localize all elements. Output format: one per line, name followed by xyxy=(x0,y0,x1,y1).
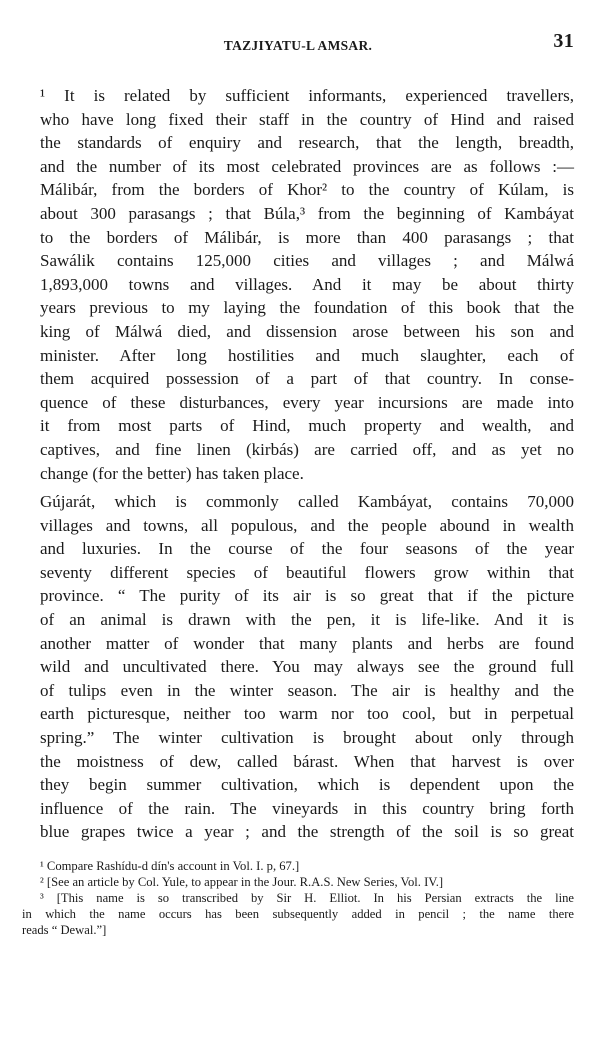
text-line: Sawálik contains 125,000 cities and villages ; and Málwá xyxy=(40,251,574,271)
text-line: quence of these disturbances, every year incursions are made into xyxy=(40,392,574,412)
text-line: influence of the rain. The vineyards in this country bring forth xyxy=(40,798,574,818)
paragraph xyxy=(22,490,574,844)
text-line: ¹ It is related by sufficient informants, experienced travellers, xyxy=(40,86,574,105)
text-line: province. “ The purity of its air is so great that if the picture xyxy=(40,586,574,606)
footnote-line: ³ [This name is so transcribed by Sir H. Elliot. In his Persian extracts the line xyxy=(40,891,574,905)
footnote-line: reads “ Dewal.”] xyxy=(22,923,107,937)
text-line: minister. After long hostilities and much slaughter, each of xyxy=(40,345,574,365)
text-line: they begin summer cultivation, which is dependent upon the xyxy=(40,775,574,795)
text-line: to the borders of Málibár, is more than 400 parasangs ; that xyxy=(40,227,574,247)
text-line: wild and uncultivated there. You may always see the ground full xyxy=(40,657,574,677)
text-line: seventy different species of beautiful flowers grow within that xyxy=(40,562,574,582)
text-line: villages and towns, all populous, and the people abound in wealth xyxy=(40,515,574,535)
footnote-line: ¹ Compare Rashídu-d dín's account in Vol. I. p, 67.] xyxy=(40,859,300,873)
text-line: it from most parts of Hind, much property and wealth, and xyxy=(40,416,574,436)
text-line: years previous to my laying the foundation of this book that the xyxy=(40,298,574,318)
text-line: blue grapes twice a year ; and the strength of the soil is so great xyxy=(40,822,574,842)
text-line: earth picturesque, neither too warm nor too cool, but in perpetual xyxy=(40,704,574,724)
text-line: change (for the better) has taken place. xyxy=(40,463,304,483)
running-head xyxy=(22,30,574,56)
text-line: them acquired possession of a part of that country. In conse- xyxy=(40,369,574,389)
running-title: TAZJIYATU-L AMSAR. xyxy=(223,38,373,53)
body-text xyxy=(22,84,574,844)
text-line: the standards of enquiry and research, that the length, breadth, xyxy=(40,133,574,153)
text-line: captives, and fine linen (kirbás) are carried off, and as yet no xyxy=(40,439,574,459)
text-line: who have long fixed their staff in the country of Hind and raised xyxy=(40,109,574,129)
text-line: spring.” The winter cultivation is brought about only through xyxy=(40,728,574,748)
text-line: of tulips even in the winter season. The air is healthy and the xyxy=(40,680,574,700)
text-line: of an animal is drawn with the pen, it is life-like. And it is xyxy=(40,610,574,630)
text-line: another matter of wonder that many plants and herbs are found xyxy=(40,633,574,653)
page-number: 31 xyxy=(553,30,574,52)
text-line: king of Málwá died, and dissension arose between his son and xyxy=(40,321,574,341)
footnotes xyxy=(22,858,574,938)
text-line: about 300 parasangs ; that Búla,³ from the beginning of Kambáyat xyxy=(40,203,574,223)
book-page xyxy=(22,30,574,938)
text-line: and luxuries. In the course of the four seasons of the year xyxy=(40,539,574,559)
text-line: Gújarát, which is commonly called Kambáyat, contains 70,000 xyxy=(40,492,574,512)
footnote xyxy=(22,858,574,874)
footnote xyxy=(22,890,574,938)
text-line: Málibár, from the borders of Khor² to the country of Kúlam, is xyxy=(40,180,574,200)
text-line: and the number of its most celebrated provinces are as follows :— xyxy=(40,156,574,176)
text-line: the moistness of dew, called bárast. When that harvest is over xyxy=(40,751,574,771)
paragraph xyxy=(22,84,574,485)
footnote xyxy=(22,874,574,890)
footnote-line: in which the name occurs has been subsequently added in pencil ; the name there xyxy=(22,907,574,921)
text-line: 1,893,000 towns and villages. And it may be about thirty xyxy=(40,274,574,294)
footnote-line: ² [See an article by Col. Yule, to appear in the Jour. R.A.S. New Series, Vol. IV.] xyxy=(40,875,444,889)
